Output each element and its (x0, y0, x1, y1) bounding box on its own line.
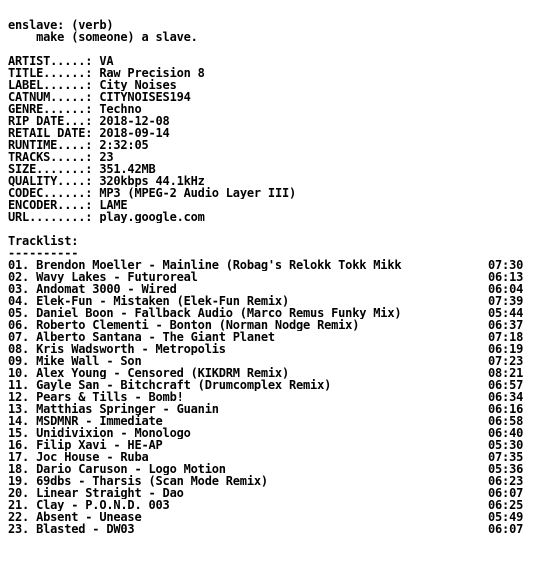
info-key: CATNUM.....: (8, 91, 100, 103)
track-time: 08:21 (488, 366, 524, 380)
track-row (8, 463, 530, 475)
info-rip-date (8, 115, 530, 127)
track-time: 05:44 (488, 306, 524, 320)
track-title: 07. Alberto Santana - The Giant Planet (8, 331, 275, 343)
track-title: 13. Matthias Springer - Guanin (8, 403, 219, 415)
track-time: 06:40 (488, 426, 524, 440)
track-row (8, 475, 530, 487)
tracklist-heading: Tracklist: (8, 235, 79, 247)
info-value: 351.42MB (99, 163, 156, 175)
info-value: Raw Precision 8 (99, 67, 205, 79)
info-key: RUNTIME....: (8, 139, 100, 151)
track-title: 15. Unidivixion - Monologo (8, 427, 191, 439)
track-row (8, 427, 530, 439)
definition-text: make (someone) a slave. (8, 31, 198, 43)
track-title: 08. Kris Wadsworth - Metropolis (8, 343, 226, 355)
track-title: 23. Blasted - DW03 (8, 523, 135, 535)
track-time: 06:07 (488, 522, 524, 536)
track-time: 06:25 (488, 498, 524, 512)
track-row (8, 499, 530, 511)
track-title: 16. Filip Xavi - HE-AP (8, 439, 163, 451)
track-row (8, 487, 530, 499)
track-time: 07:23 (488, 354, 524, 368)
track-row (8, 331, 530, 343)
track-time: 07:30 (488, 258, 524, 272)
info-value: City Noises (99, 79, 177, 91)
track-row (8, 259, 530, 271)
info-key: RIP DATE...: (8, 115, 100, 127)
track-row (8, 355, 530, 367)
info-value: 2:32:05 (99, 139, 149, 151)
track-time: 06:04 (488, 282, 524, 296)
info-key: ENCODER....: (8, 199, 100, 211)
track-title: 10. Alex Young - Censored (KIKDRM Remix) (8, 367, 289, 379)
info-retail-date (8, 127, 530, 139)
info-key: TRACKS.....: (8, 151, 100, 163)
track-time: 07:35 (488, 450, 524, 464)
track-title: 17. Joc House - Ruba (8, 451, 149, 463)
track-title: 12. Pears & Tills - Bomb! (8, 391, 184, 403)
track-time: 06:16 (488, 402, 524, 416)
info-value: CITYNOISES194 (99, 91, 191, 103)
definition-term: enslave: (verb) (8, 19, 114, 31)
track-title: 01. Brendon Moeller - Mainline (Robag's Relokk Tokk Mikk (8, 259, 402, 271)
info-key: RETAIL DATE: (8, 127, 100, 139)
track-row (8, 511, 530, 523)
track-title: 06. Roberto Clementi - Bonton (Norman Nodge Remix) (8, 319, 360, 331)
info-key: URL........: (8, 211, 100, 223)
track-title: 11. Gayle San - Bitchcraft (Drumcomplex Remix) (8, 379, 332, 391)
track-time: 05:36 (488, 462, 524, 476)
track-time: 06:19 (488, 342, 524, 356)
info-key: LABEL......: (8, 79, 100, 91)
track-time: 06:37 (488, 318, 524, 332)
track-row (8, 295, 530, 307)
track-title: 20. Linear Straight - Dao (8, 487, 184, 499)
definition-block (8, 19, 530, 43)
info-value: Techno (99, 103, 142, 115)
spacer (8, 43, 530, 55)
track-time: 07:39 (488, 294, 524, 308)
track-title: 04. Elek-Fun - Mistaken (Elek-Fun Remix) (8, 295, 289, 307)
info-artist (8, 55, 530, 67)
nfo-document (8, 19, 530, 535)
info-encoder (8, 199, 530, 211)
spacer (8, 223, 530, 235)
info-codec (8, 187, 530, 199)
tracklist (8, 235, 530, 535)
track-title: 19. 69dbs - Tharsis (Scan Mode Remix) (8, 475, 268, 487)
track-row (8, 343, 530, 355)
track-time: 06:23 (488, 474, 524, 488)
track-row (8, 283, 530, 295)
track-time: 06:34 (488, 390, 524, 404)
info-value: play.google.com (99, 211, 205, 223)
info-key: QUALITY....: (8, 175, 100, 187)
track-time: 05:49 (488, 510, 524, 524)
info-value: 2018-12-08 (99, 115, 170, 127)
info-url (8, 211, 530, 223)
track-row (8, 379, 530, 391)
track-row (8, 523, 530, 535)
info-key: TITLE......: (8, 67, 100, 79)
tracklist-rule: ---------- (8, 247, 79, 259)
info-key: CODEC......: (8, 187, 100, 199)
info-key: ARTIST.....: (8, 55, 100, 67)
track-time: 06:07 (488, 486, 524, 500)
info-tracks (8, 151, 530, 163)
track-title: 05. Daniel Boon - Fallback Audio (Marco Remus Funky Mix) (8, 307, 402, 319)
track-row (8, 319, 530, 331)
track-title: 14. MSDMNR - Immediate (8, 415, 163, 427)
track-row (8, 367, 530, 379)
info-label (8, 79, 530, 91)
release-info (8, 55, 530, 223)
track-time: 06:13 (488, 270, 524, 284)
track-title: 18. Dario Caruson - Logo Motion (8, 463, 226, 475)
info-key: GENRE......: (8, 103, 100, 115)
track-title: 02. Wavy Lakes - Futuroreal (8, 271, 198, 283)
info-value: LAME (99, 199, 128, 211)
track-title: 09. Mike Wall - Son (8, 355, 142, 367)
info-catnum (8, 91, 530, 103)
track-time: 07:18 (488, 330, 524, 344)
info-key: SIZE.......: (8, 163, 100, 175)
info-title (8, 67, 530, 79)
info-value: 23 (99, 151, 114, 163)
track-title: 22. Absent - Unease (8, 511, 142, 523)
info-size (8, 163, 530, 175)
track-row (8, 391, 530, 403)
info-runtime (8, 139, 530, 151)
track-row (8, 415, 530, 427)
info-value: MP3 (MPEG-2 Audio Layer III) (99, 187, 297, 199)
track-row (8, 403, 530, 415)
info-value: 2018-09-14 (99, 127, 170, 139)
track-time: 05:30 (488, 438, 524, 452)
info-genre (8, 103, 530, 115)
track-time: 06:58 (488, 414, 524, 428)
info-quality (8, 175, 530, 187)
track-title: 03. Andomat 3000 - Wired (8, 283, 177, 295)
track-row (8, 307, 530, 319)
track-time: 06:57 (488, 378, 524, 392)
info-value: 320kbps 44.1kHz (99, 175, 205, 187)
info-value: VA (99, 55, 114, 67)
track-row (8, 451, 530, 463)
track-title: 21. Clay - P.O.N.D. 003 (8, 499, 170, 511)
track-row (8, 271, 530, 283)
track-row (8, 439, 530, 451)
